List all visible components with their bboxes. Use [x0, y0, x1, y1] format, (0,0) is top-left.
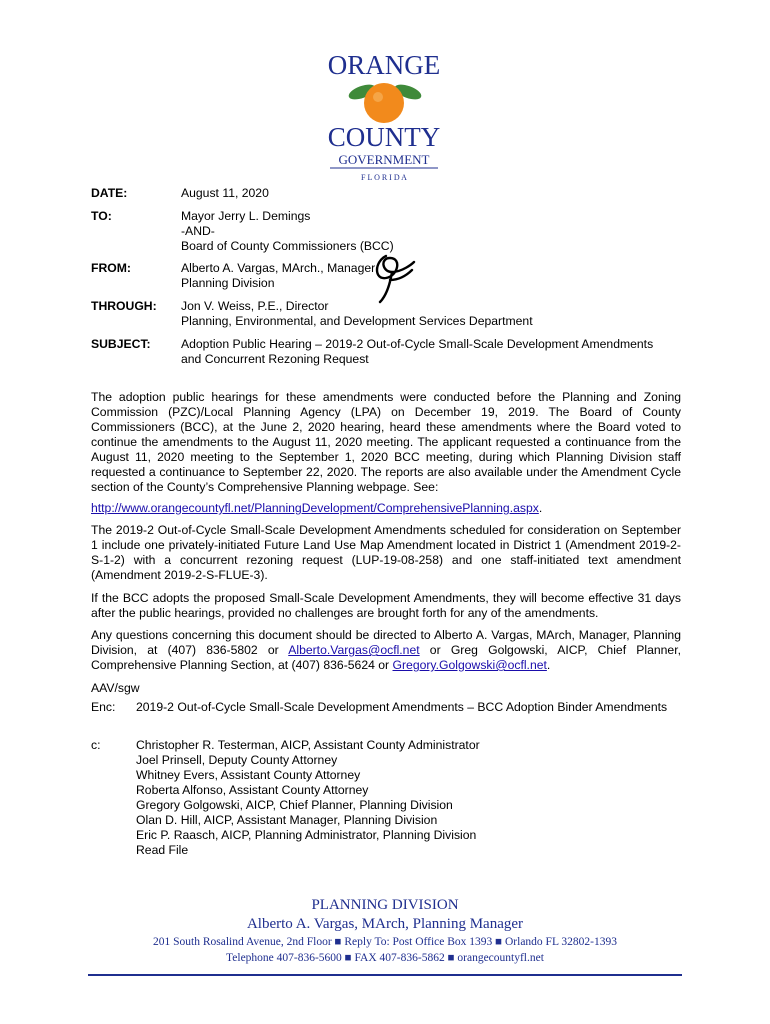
logo-orange-text: ORANGE — [327, 50, 441, 80]
initials: AAV/sgw — [91, 681, 140, 695]
url-period: . — [538, 501, 543, 515]
email-link-vargas[interactable]: Alberto.Vargas@ocfl.net — [288, 643, 420, 657]
from-line: Planning Division — [181, 276, 275, 290]
paragraph-questions — [91, 628, 681, 673]
to-line: Mayor Jerry L. Demings — [181, 209, 311, 223]
enc-value: 2019-2 Out-of-Cycle Small-Scale Development Amendments – BCC Adoption Binder Amendments — [136, 700, 668, 714]
cc-item: Gregory Golgowski, AICP, Chief Planner, Planning Division — [136, 798, 453, 812]
paragraph-url — [91, 501, 681, 516]
footer-divider — [88, 974, 682, 976]
through-line: Planning, Environmental, and Development Services Department — [181, 314, 533, 328]
cc-list — [136, 738, 480, 858]
logo-government-text: GOVERNMENT — [338, 152, 430, 167]
date-value: August 11, 2020 — [181, 186, 269, 200]
orange-fruit-shape — [364, 83, 404, 123]
subject-line: and Concurrent Rezoning Request — [181, 352, 369, 366]
comprehensive-planning-link[interactable]: http://www.orangecountyfl.net/PlanningDevelopment/ComprehensivePlanning.aspx — [91, 501, 539, 515]
through-label: THROUGH: — [91, 299, 157, 313]
paragraph-effective: If the BCC adopts the proposed Small-Scale Development Amendments, they will become effective 31 days after the public hearings, provided no challenges are brought forth for any of the amendments. — [91, 591, 681, 620]
orange-county-seal-graphic — [326, 48, 442, 184]
questions-text-c: . — [546, 658, 551, 672]
from-label: FROM: — [91, 261, 131, 275]
letterhead-footer — [88, 896, 682, 966]
questions-text-b: or Greg Golgowski, AICP, Chief Planner, Comprehensive Planning Section, at (407) 836-5624 or — [91, 643, 681, 672]
paragraph-amendments: The 2019-2 Out-of-Cycle Small-Scale Development Amendments scheduled for consideration on September 1 include one privately-initiated Future Land Use Map Amendment located in District 1 (Amendment 2019-2-S-1-2) with a concurrent rezoning request (LUP-19-08-258) and one staff-initiated text amendment (Amendment 2019-2-S-FLUE-3). — [91, 523, 681, 582]
footer-manager: Alberto A. Vargas, MArch, Planning Manager — [246, 916, 524, 932]
email-link-golgowski[interactable]: Gregory.Golgowski@ocfl.net — [392, 658, 547, 672]
from-line: Alberto A. Vargas, MArch., Manager — [181, 261, 376, 275]
questions-text-a: Any questions concerning this document should be directed to Alberto A. Vargas, MArch, Manager, Planning Division, at (407) 836-5802 or — [91, 628, 681, 657]
subject-label: SUBJECT: — [91, 337, 151, 351]
cc-item: Whitney Evers, Assistant County Attorney — [136, 768, 361, 782]
footer-division: PLANNING DIVISION — [311, 897, 459, 913]
cc-item: Eric P. Raasch, AICP, Planning Administrator, Planning Division — [136, 828, 477, 842]
logo-florida-text: F L O R I D A — [361, 173, 407, 182]
cc-item: Christopher R. Testerman, AICP, Assistant County Administrator — [136, 738, 480, 752]
subject-line: Adoption Public Hearing – 2019-2 Out-of-Cycle Small-Scale Development Amendments — [181, 337, 654, 351]
cc-label: c: — [91, 738, 101, 752]
orange-county-logo — [326, 48, 442, 184]
cc-item: Joel Prinsell, Deputy County Attorney — [136, 753, 338, 767]
footer-address: 201 South Rosalind Avenue, 2nd Floor ■ Reply To: Post Office Box 1393 ■ Orlando FL 32802-1393 — [152, 936, 618, 948]
logo-county-text: COUNTY — [327, 122, 441, 152]
to-label: TO: — [91, 209, 112, 223]
enc-label: Enc: — [91, 700, 116, 714]
cc-item: Roberta Alfonso, Assistant County Attorney — [136, 783, 369, 797]
paragraph-hearings: The adoption public hearings for these amendments were conducted before the Planning and Zoning Commission (PZC)/Local Planning Agency (LPA) on December 19, 2019. The Board of County Commissioners (BCC), at the June 2, 2020 hearing, heard these amendments where the Board voted to continue the amendments to the August 11, 2020 meeting. The applicant requested a continuance from the August 11, 2020 meeting to the September 1, 2020 BCC meeting, during which Planning Division staff requested a continuance to September 22, 2020. The reports are also available under the Amendment Cycle section of the County’s Comprehensive Planning webpage. See: — [91, 390, 681, 494]
handwritten-signature — [368, 250, 418, 306]
through-line: Jon V. Weiss, P.E., Director — [181, 299, 329, 313]
cc-item: Olan D. Hill, AICP, Assistant Manager, Planning Division — [136, 813, 438, 827]
cc-item: Read File — [136, 843, 189, 857]
date-label: DATE: — [91, 186, 128, 200]
to-line: Board of County Commissioners (BCC) — [181, 239, 394, 253]
footer-contact: Telephone 407-836-5600 ■ FAX 407-836-5862 ■ orangecountyfl.net — [226, 952, 544, 964]
to-line: -AND- — [181, 224, 215, 238]
